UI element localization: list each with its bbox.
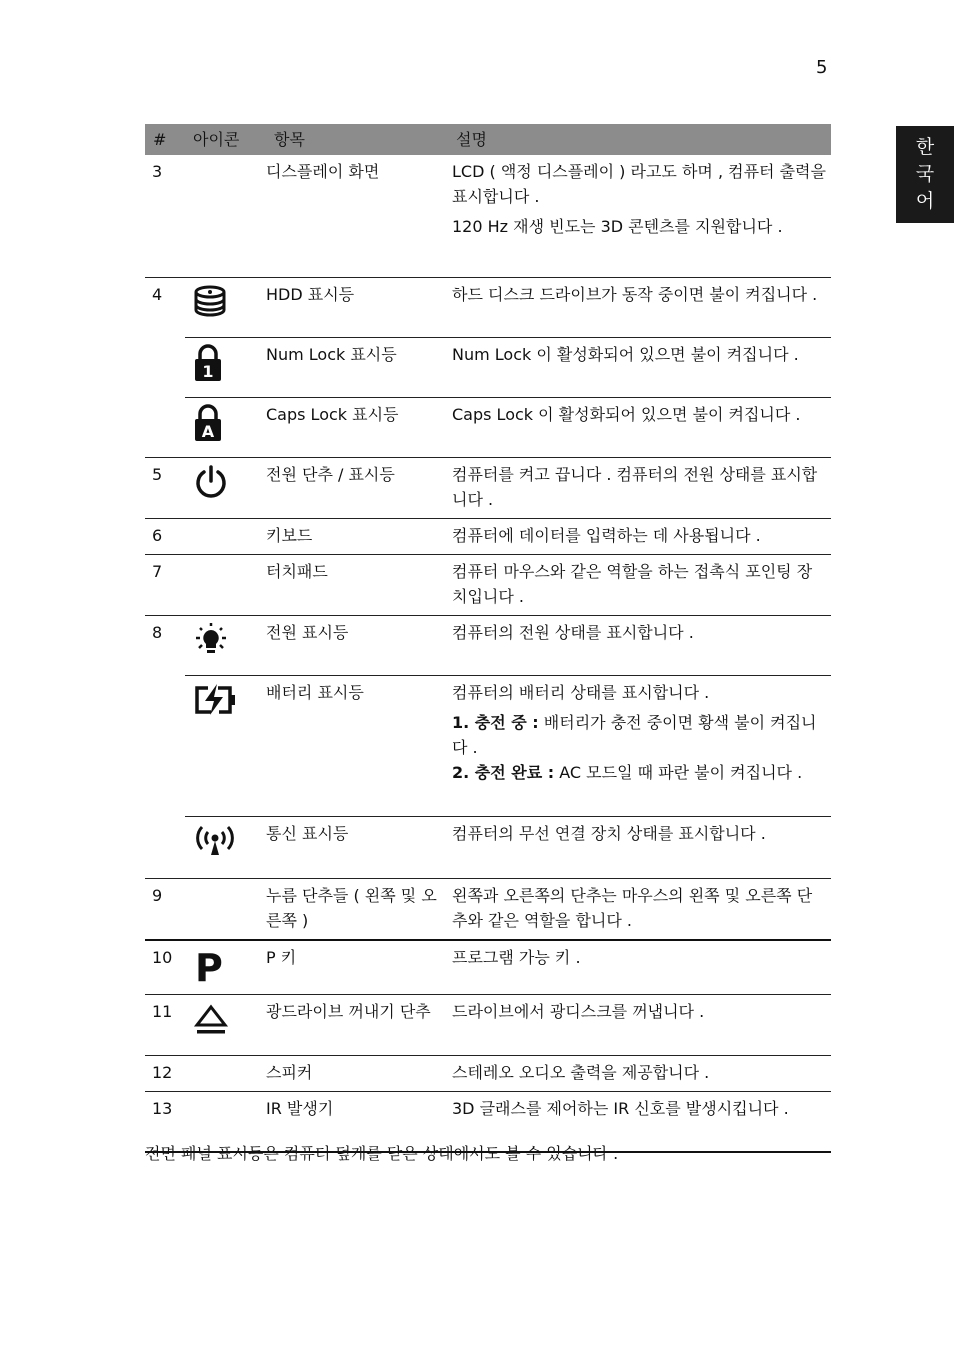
table-row xyxy=(145,995,831,1056)
description-text: Num Lock 이 활성화되어 있으면 불이 켜집니다 . xyxy=(452,344,799,364)
row-description xyxy=(448,675,831,816)
row-description xyxy=(448,816,831,878)
row-item: Num Lock 표시등 xyxy=(266,337,448,397)
description-text xyxy=(452,710,827,760)
icon-cell xyxy=(185,1056,266,1092)
icon-cell xyxy=(185,155,266,277)
row-number: 3 xyxy=(145,155,185,277)
footnote: 전면 패널 표시등은 컴퓨터 덮개를 닫은 상태에서도 볼 수 있습니다 . xyxy=(145,1144,619,1163)
icon-cell xyxy=(185,518,266,554)
row-item: 터치패드 xyxy=(266,554,448,615)
row-number xyxy=(145,816,185,878)
table-header-row xyxy=(145,124,831,155)
description-text: Caps Lock 이 활성화되어 있으면 불이 켜집니다 . xyxy=(452,404,801,424)
row-item: Caps Lock 표시등 xyxy=(266,397,448,457)
row-number: 12 xyxy=(145,1056,185,1092)
row-item: 누름 단추들 ( 왼쪽 및 오른쪽 ) xyxy=(266,878,448,940)
row-description xyxy=(448,940,831,995)
eject-icon xyxy=(193,1001,229,1037)
indicator-table xyxy=(145,124,831,1153)
row-item: 배터리 표시등 xyxy=(266,675,448,816)
row-number: 7 xyxy=(145,554,185,615)
language-tab xyxy=(896,126,954,223)
row-item: 통신 표시등 xyxy=(266,816,448,878)
row-description xyxy=(448,878,831,940)
description-text: 왼쪽과 오른쪽의 단추는 마우스의 왼쪽 및 오른쪽 단추와 같은 역할을 합니다 . xyxy=(452,885,813,930)
table-row xyxy=(145,518,831,554)
status-label: 1. 충전 중 : xyxy=(452,712,539,732)
p-key-icon xyxy=(193,947,223,987)
icon-cell xyxy=(185,457,266,518)
row-number xyxy=(145,675,185,816)
row-item: 스피커 xyxy=(266,1056,448,1092)
description-text: 컴퓨터에 데이터를 입력하는 데 사용됩니다 . xyxy=(452,525,761,545)
table-row xyxy=(145,397,831,457)
row-number: 4 xyxy=(152,284,163,304)
caps-lock-icon xyxy=(193,404,223,442)
battery-icon xyxy=(193,682,237,716)
icon-cell xyxy=(185,277,266,337)
description-text: 컴퓨터의 무선 연결 장치 상태를 표시합니다 . xyxy=(452,823,766,843)
table-row xyxy=(145,155,831,277)
row-number: 8 xyxy=(152,622,163,642)
row-item: 전원 단추 / 표시등 xyxy=(266,457,448,518)
description-text: 3D 글래스를 제어하는 IR 신호를 발생시킵니다 . xyxy=(452,1099,789,1118)
svg-text:P: P xyxy=(195,946,223,987)
row-number: 13 xyxy=(145,1092,185,1152)
description-text: LCD ( 액정 디스플레이 ) 라고도 하며 , 컴퓨터 출력을 표시합니다 . xyxy=(452,162,826,206)
description-text: 컴퓨터 마우스와 같은 역할을 하는 접촉식 포인팅 장치입니다 . xyxy=(452,561,813,606)
row-description xyxy=(448,615,831,675)
row-description xyxy=(448,155,831,277)
table-row xyxy=(145,816,831,878)
page-number: 5 xyxy=(816,57,828,78)
row-description xyxy=(448,518,831,554)
header-description: 설명 xyxy=(448,124,831,155)
description-text: 컴퓨터를 켜고 끕니다 . 컴퓨터의 전원 상태를 표시합니다 . xyxy=(452,464,818,509)
icon-cell xyxy=(185,816,266,878)
table-row xyxy=(145,337,831,397)
row-item: IR 발생기 xyxy=(266,1092,448,1152)
row-number: 5 xyxy=(145,457,185,518)
table-row xyxy=(145,878,831,940)
row-description xyxy=(448,337,831,397)
language-tab-char: 한 xyxy=(915,136,935,158)
status-text: 배터리가 충전 중이면 황색 불이 켜집니다 . xyxy=(452,712,817,757)
row-number xyxy=(145,397,185,457)
icon-cell xyxy=(185,940,266,995)
row-item: 키보드 xyxy=(266,518,448,554)
description-text: 120 Hz 재생 빈도는 3D 콘텐츠를 지원합니다 . xyxy=(452,217,783,236)
table-row xyxy=(145,1056,831,1092)
svg-text:1: 1 xyxy=(202,361,214,381)
svg-text:A: A xyxy=(201,421,215,441)
icon-cell xyxy=(185,878,266,940)
description-text: 스테레오 오디오 출력을 제공합니다 . xyxy=(452,1063,710,1082)
table-row xyxy=(145,675,831,816)
icon-cell xyxy=(185,675,266,816)
status-text: AC 모드일 때 파란 불이 켜집니다 . xyxy=(554,762,803,782)
row-item: 전원 표시등 xyxy=(266,615,448,675)
row-number xyxy=(145,337,185,397)
row-description xyxy=(448,1056,831,1092)
language-tab-char: 국 xyxy=(915,163,935,185)
description-text xyxy=(452,760,827,785)
num-lock-icon xyxy=(193,344,223,382)
description-text: 하드 디스크 드라이브가 동작 중이면 불이 켜집니다 . xyxy=(452,284,818,304)
icon-cell xyxy=(185,995,266,1056)
row-number: 9 xyxy=(145,878,185,940)
description-text: 컴퓨터의 전원 상태를 표시합니다 . xyxy=(452,622,694,642)
row-description xyxy=(448,277,831,337)
row-number: 6 xyxy=(145,518,185,554)
description-text: 드라이브에서 광디스크를 꺼냅니다 . xyxy=(452,1002,705,1021)
header-item: 항목 xyxy=(266,124,448,155)
icon-cell xyxy=(185,615,266,675)
row-description xyxy=(448,554,831,615)
wireless-icon xyxy=(193,823,237,859)
icon-cell xyxy=(185,554,266,615)
hdd-icon xyxy=(193,284,227,320)
table-row xyxy=(145,457,831,518)
power-icon xyxy=(193,464,229,500)
row-item: 디스플레이 화면 xyxy=(266,155,448,277)
row-item: HDD 표시등 xyxy=(266,277,448,337)
header-icon: 아이콘 xyxy=(185,124,266,155)
table-row xyxy=(145,615,831,675)
icon-cell xyxy=(185,397,266,457)
row-description xyxy=(448,397,831,457)
table-row xyxy=(145,554,831,615)
power-light-icon xyxy=(193,622,229,660)
row-item: 광드라이브 꺼내기 단추 xyxy=(266,995,448,1056)
description-text: 컴퓨터의 배터리 상태를 표시합니다 . xyxy=(452,682,710,702)
icon-cell xyxy=(185,337,266,397)
row-description xyxy=(448,457,831,518)
row-number: 11 xyxy=(145,995,185,1056)
status-label: 2. 충전 완료 : xyxy=(452,762,555,782)
row-item: P 키 xyxy=(266,940,448,995)
table-row xyxy=(145,277,831,337)
description-text: 프로그램 가능 키 . xyxy=(452,947,581,967)
row-number: 10 xyxy=(145,940,185,995)
row-description xyxy=(448,995,831,1056)
table-row xyxy=(145,940,831,995)
header-number: # xyxy=(145,124,185,155)
language-tab-char: 어 xyxy=(915,190,935,212)
